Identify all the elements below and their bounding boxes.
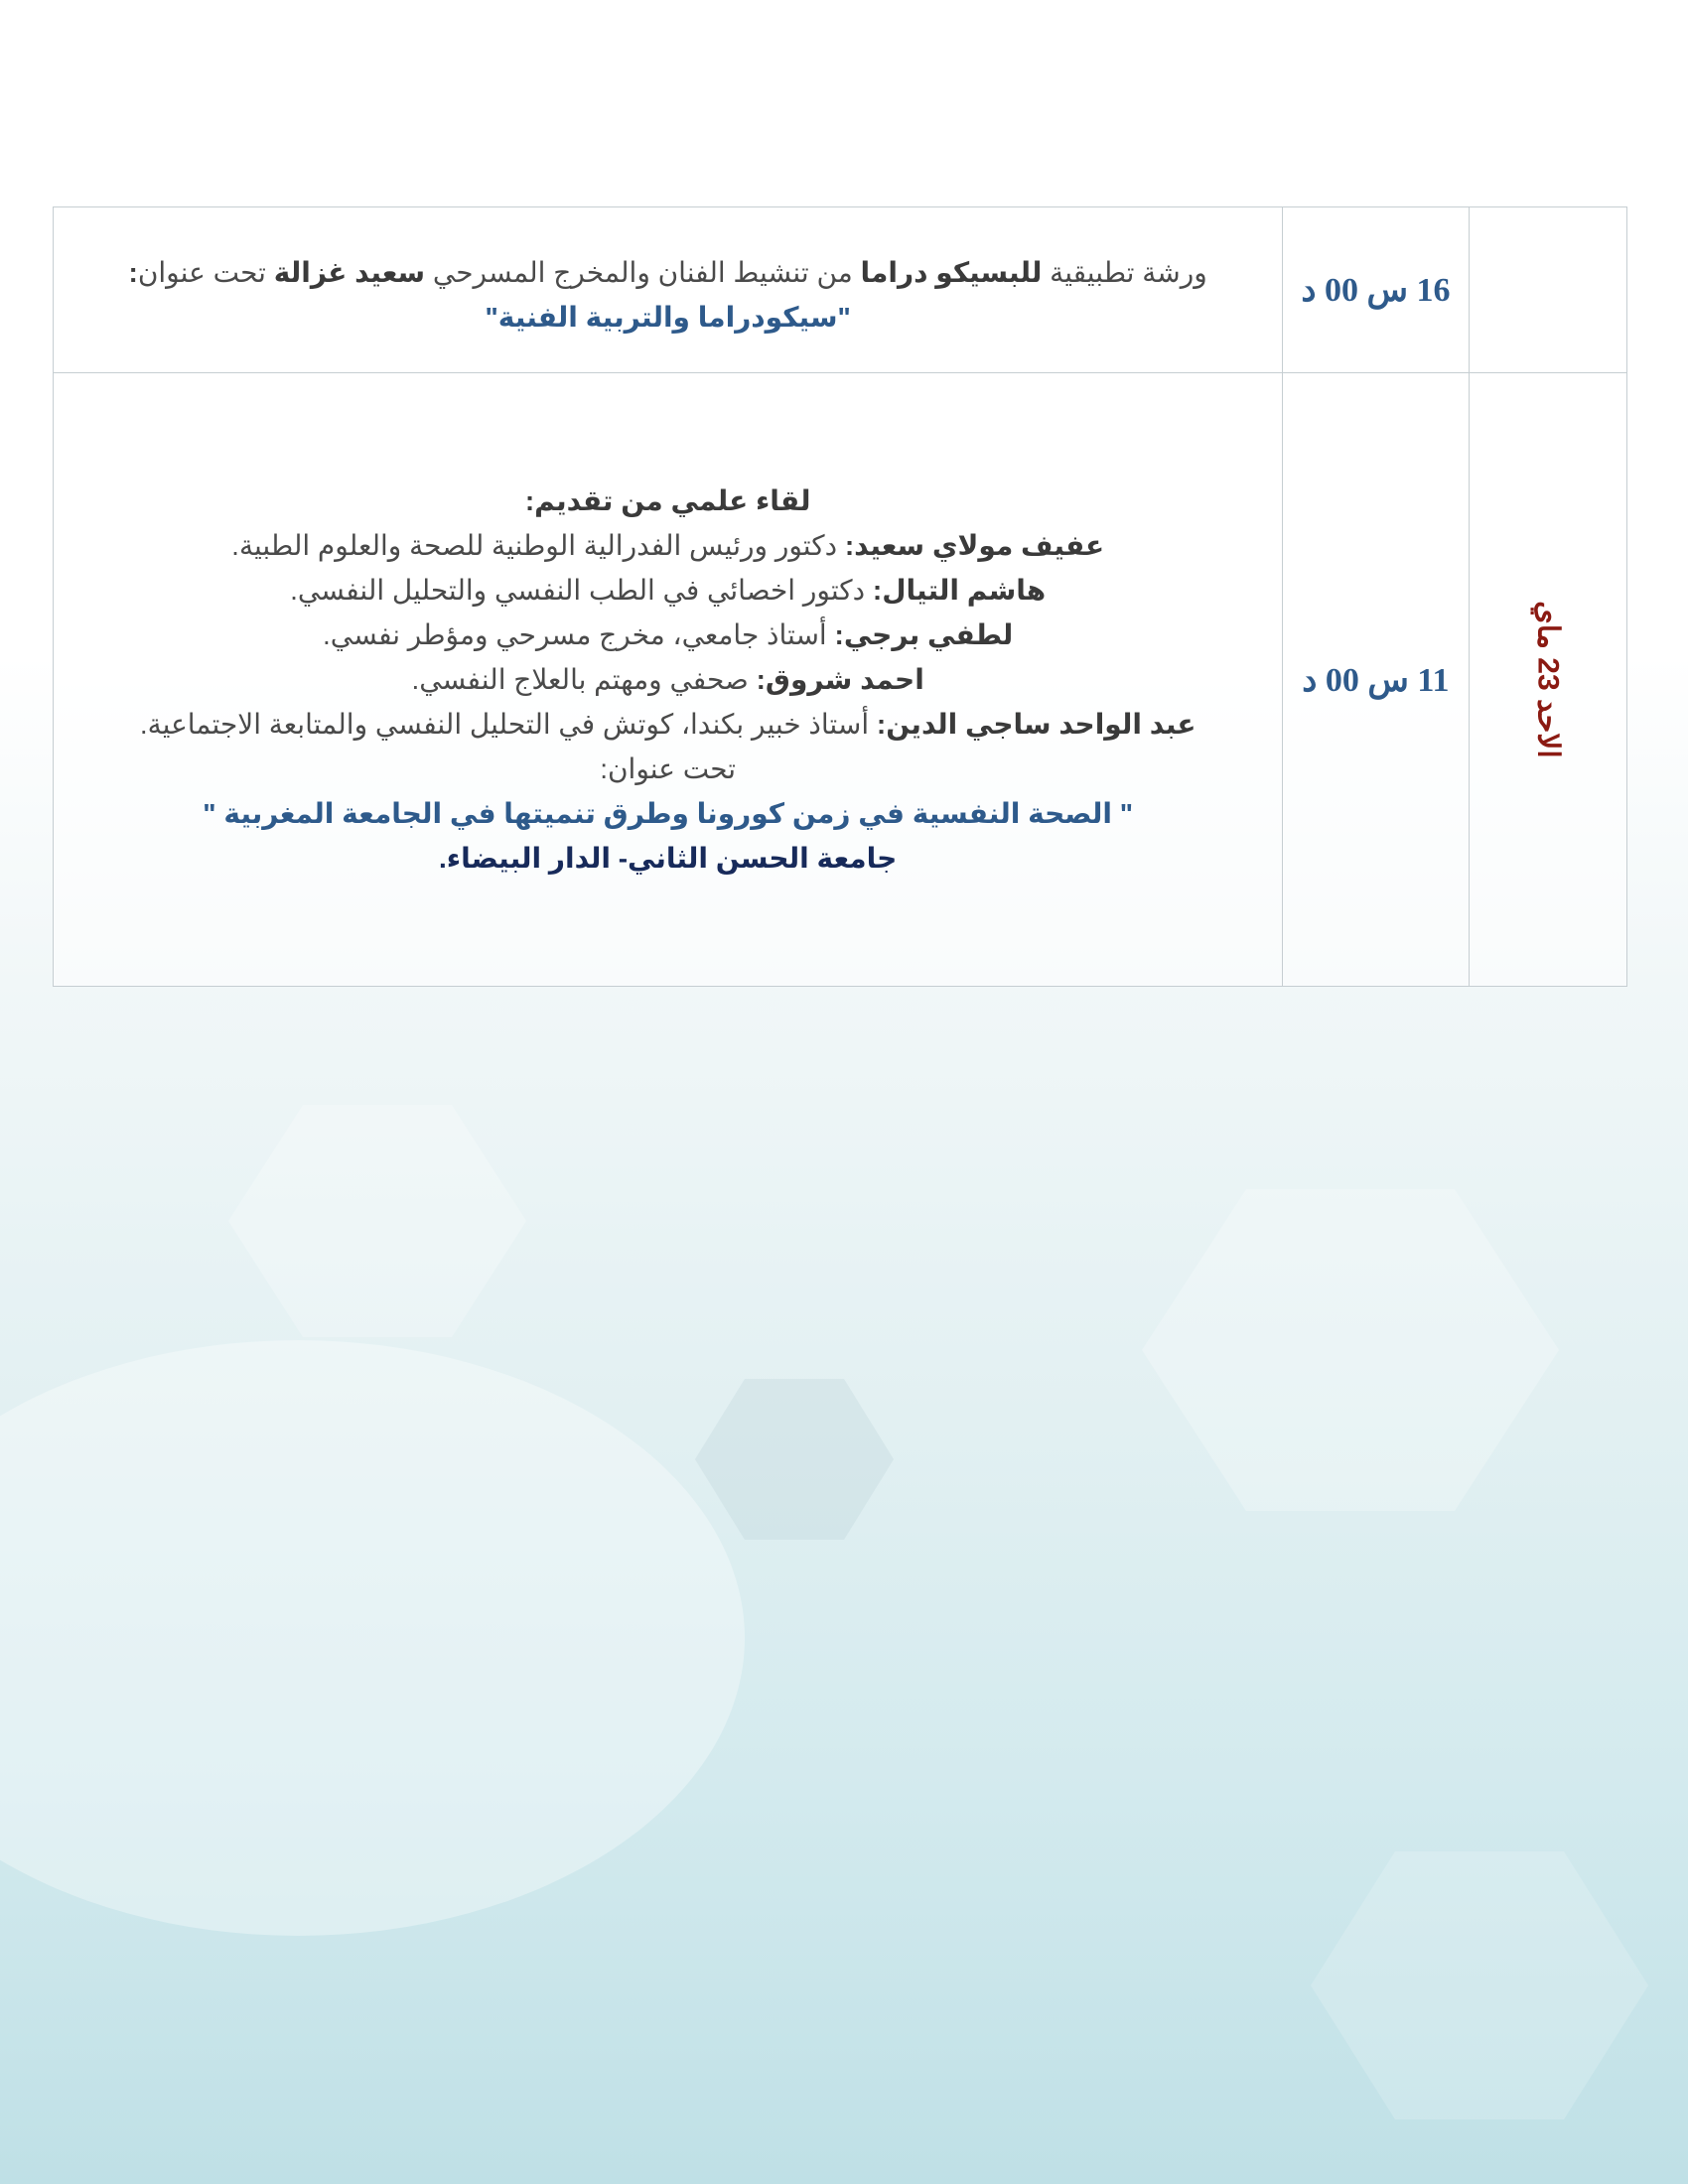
meeting-subtitle-intro: تحت عنوان: (600, 753, 737, 784)
speaker-role: أستاذ خبير بكندا، كوتش في التحليل النفسي والمتابعة الاجتماعية. (139, 709, 877, 740)
speaker-name: هاشم التيال: (872, 575, 1047, 606)
speaker-role: دكتور ورئيس الفدرالية الوطنية للصحة والعلوم الطبية. (231, 530, 845, 561)
speaker-line (73, 657, 1262, 702)
speaker-name: لطفي برجي: (834, 619, 1014, 650)
workshop-colon: : (128, 257, 138, 288)
speaker-line (73, 523, 1262, 568)
speaker-line (73, 613, 1262, 657)
day-label: الاحد 23 ماي (1531, 601, 1565, 758)
meeting-heading: لقاء علمي من تقديم: (524, 485, 811, 516)
workshop-topic: للبسيكو دراما (860, 257, 1043, 288)
background-glow (0, 1340, 745, 1936)
workshop-title: "سيكودراما والتربية الفنية" (485, 302, 851, 333)
speaker-name: عبد الواحد ساجي الدين: (876, 709, 1196, 740)
background-hexagon (695, 1370, 894, 1549)
speaker-role: صحفي ومهتم بالعلاج النفسي. (411, 664, 757, 695)
speaker-role: دكتور اخصائي في الطب النفسي والتحليل النفسي. (290, 575, 873, 606)
workshop-description (54, 207, 1283, 373)
workshop-intro (93, 250, 1242, 295)
speaker-name: عفيف مولاي سعيد: (844, 530, 1105, 561)
meeting-venue: جامعة الحسن الثاني- الدار البيضاء. (438, 843, 898, 874)
speaker-line (73, 702, 1262, 747)
time-cell: 11 س 00 د (1283, 373, 1469, 987)
meeting-title: " الصحة النفسية في زمن كورونا وطرق تنميتها في الجامعة المغربية " (203, 798, 1133, 829)
meeting-description (54, 373, 1283, 987)
workshop-text: تحت عنوان (137, 257, 274, 288)
speaker-role: أستاذ جامعي، مخرج مسرحي ومؤطر نفسي. (322, 619, 835, 650)
workshop-text: من تنشيط الفنان والمخرج المسرحي (425, 257, 861, 288)
table-row (54, 207, 1627, 373)
background-hexagon (1311, 1837, 1648, 2134)
program-table (53, 206, 1627, 987)
day-cell-empty (1469, 207, 1626, 373)
background-hexagon (228, 1092, 526, 1350)
time-cell: 16 س 00 د (1283, 207, 1469, 373)
table-row (54, 373, 1627, 987)
speaker-name: احمد شروق: (756, 664, 924, 695)
workshop-text: ورشة تطبيقية (1042, 257, 1207, 288)
speaker-line (73, 568, 1262, 613)
day-cell (1469, 373, 1626, 987)
background-hexagon (1142, 1171, 1559, 1529)
workshop-presenter: سعيد غزالة (273, 257, 426, 288)
